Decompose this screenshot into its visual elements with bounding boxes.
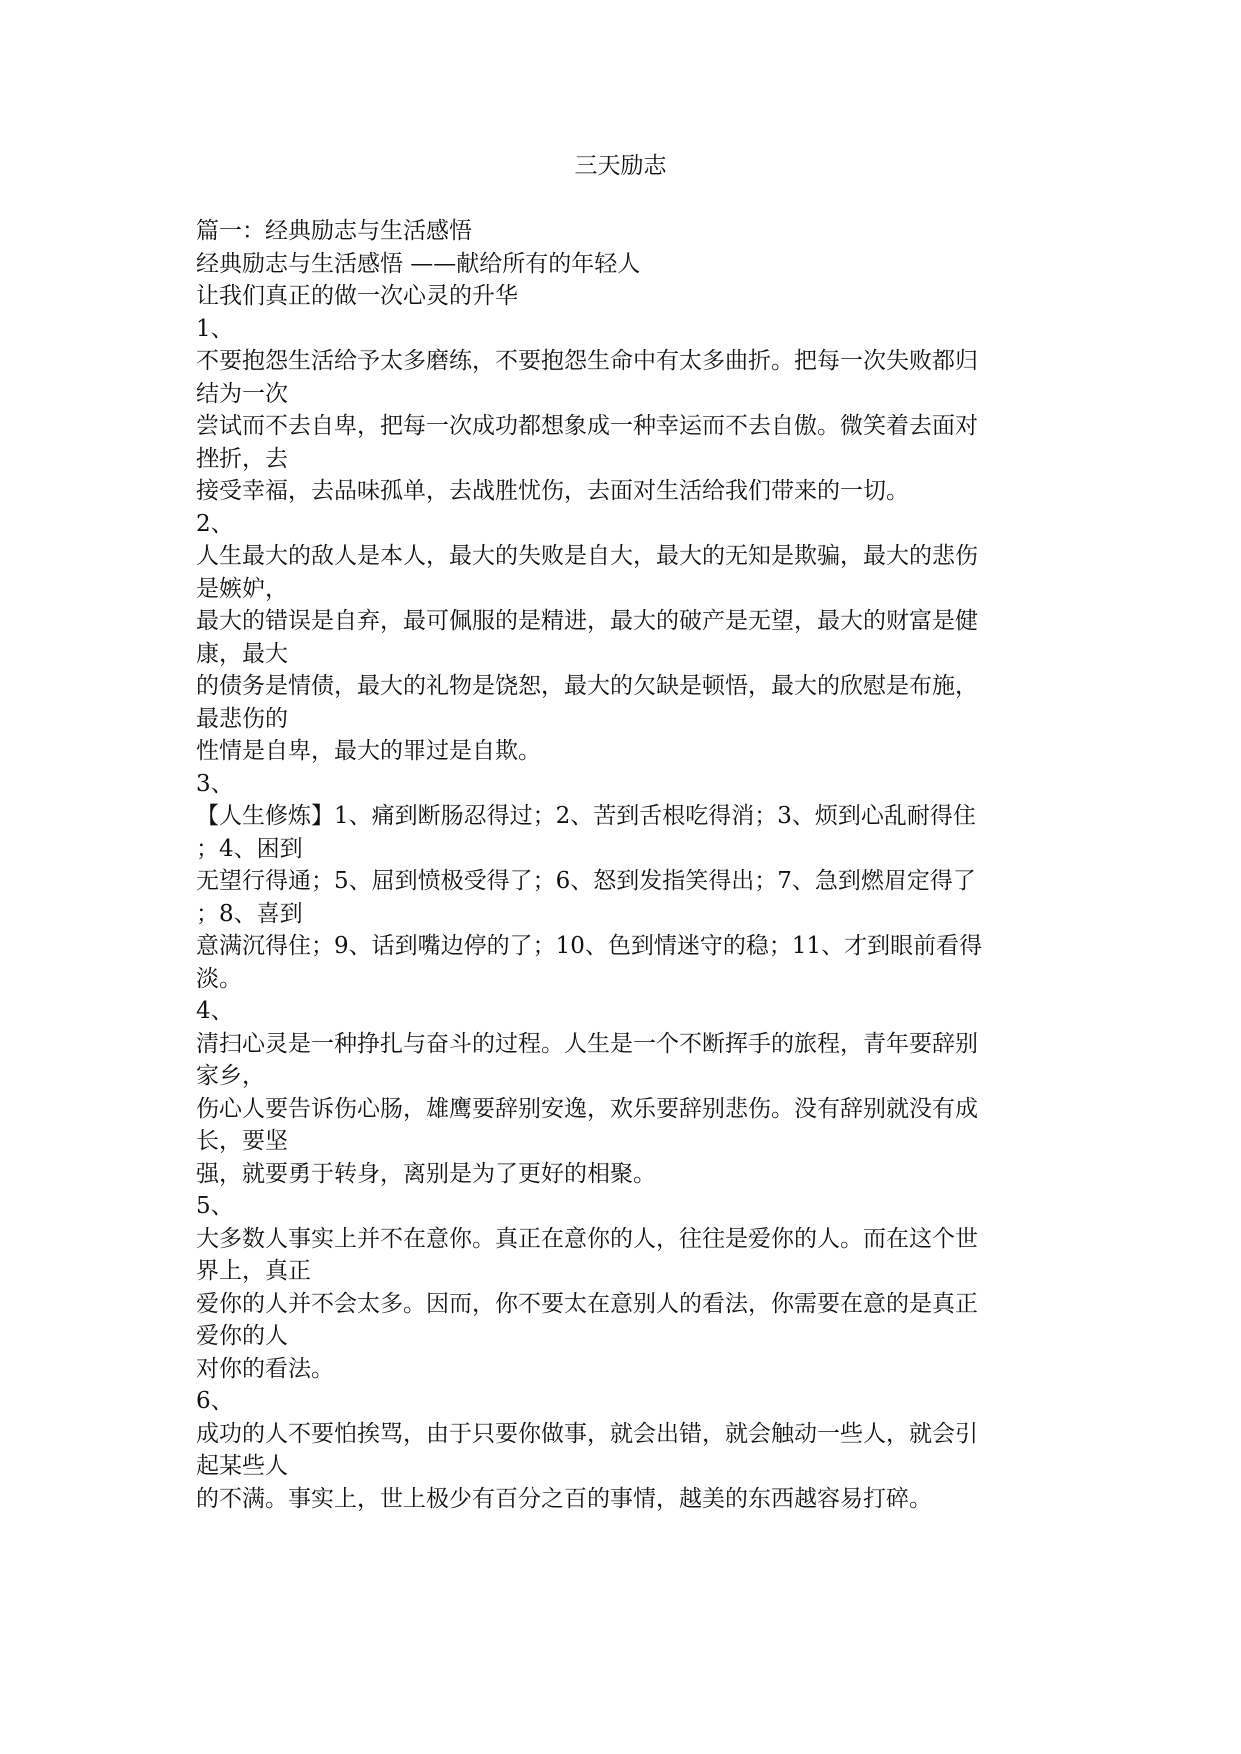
document-title: 三天励志 bbox=[574, 153, 667, 179]
text-line: 4、 bbox=[196, 998, 234, 1024]
text-line: 大多数人事实上并不在意你。真正在意你的人，往往是爱你的人。而在这个世 bbox=[196, 1225, 978, 1252]
text-line: 淡。 bbox=[196, 965, 242, 992]
text-line: 起某些人 bbox=[196, 1453, 288, 1479]
text-line: 性情是自卑，最大的罪过是自欺。 bbox=[196, 738, 541, 764]
text-line: 尝试而不去自卑，把每一次成功都想象成一种幸运而不去自傲。微笑着去面对 bbox=[196, 413, 978, 439]
text-line: 是嫉妒， bbox=[196, 575, 288, 602]
text-line: 爱你的人 bbox=[196, 1323, 288, 1349]
text-line: 2、 bbox=[196, 510, 234, 537]
text-line: 3、 bbox=[196, 770, 234, 797]
text-line: 康，最大 bbox=[196, 640, 288, 667]
text-line: 的不满。事实上，世上极少有百分之百的事情，越美的东西越容易打碎。 bbox=[196, 1485, 932, 1512]
text-line: ；8、喜到 bbox=[196, 900, 303, 927]
text-line: 篇一：经典励志与生活感悟 bbox=[196, 218, 472, 244]
text-line: 5、 bbox=[196, 1193, 234, 1219]
text-line: 对你的看法。 bbox=[196, 1355, 334, 1382]
text-line: 无望行得通；5、屈到愤极受得了；6、怒到发指笑得出；7、急到燃眉定得了 bbox=[196, 868, 976, 894]
text-line: 最悲伤的 bbox=[196, 705, 288, 732]
text-line: 让我们真正的做一次心灵的升华 bbox=[196, 283, 518, 309]
text-line: ；4、困到 bbox=[196, 835, 303, 862]
text-line: 6、 bbox=[196, 1388, 234, 1414]
text-line: 挫折，去 bbox=[196, 445, 288, 472]
text-line: 的债务是情债，最大的礼物是饶恕，最大的欠缺是顿悟，最大的欣慰是布施， bbox=[196, 673, 978, 699]
text-line: 经典励志与生活感悟 ——献给所有的年轻人 bbox=[196, 250, 641, 277]
text-line: 接受幸福，去品味孤单，去战胜忧伤，去面对生活给我们带来的一切。 bbox=[196, 478, 909, 504]
text-line: 家乡， bbox=[196, 1063, 265, 1089]
text-line: 清扫心灵是一种挣扎与奋斗的过程。人生是一个不断挥手的旅程，青年要辞别 bbox=[196, 1030, 978, 1057]
text-line: 人生最大的敌人是本人，最大的失败是自大，最大的无知是欺骗，最大的悲伤 bbox=[196, 543, 978, 569]
text-line: 爱你的人并不会太多。因而，你不要太在意别人的看法，你需要在意的是真正 bbox=[196, 1290, 978, 1317]
text-line: 结为一次 bbox=[196, 380, 288, 407]
text-line: 强，就要勇于转身，离别是为了更好的相聚。 bbox=[196, 1160, 656, 1187]
text-line: 意满沉得住；9、话到嘴边停的了；10、色到情迷守的稳；11、才到眼前看得 bbox=[196, 933, 983, 959]
text-line: 不要抱怨生活给予太多磨练，不要抱怨生命中有太多曲折。把每一次失败都归 bbox=[196, 348, 978, 374]
text-line: 【人生修炼】1、痛到断肠忍得过；2、苦到舌根吃得消；3、烦到心乱耐得住 bbox=[196, 803, 976, 829]
text-line: 界上，真正 bbox=[196, 1258, 311, 1284]
text-line: 1、 bbox=[196, 315, 234, 342]
document-body bbox=[196, 215, 1052, 1515]
text-line: 成功的人不要怕挨骂，由于只要你做事，就会出错，就会触动一些人，就会引 bbox=[196, 1420, 978, 1447]
text-line: 最大的错误是自弃，最可佩服的是精进，最大的破产是无望，最大的财富是健 bbox=[196, 608, 978, 634]
text-line: 长，要坚 bbox=[196, 1128, 288, 1154]
text-line: 伤心人要告诉伤心肠，雄鹰要辞别安逸，欢乐要辞别悲伤。没有辞别就没有成 bbox=[196, 1095, 978, 1122]
